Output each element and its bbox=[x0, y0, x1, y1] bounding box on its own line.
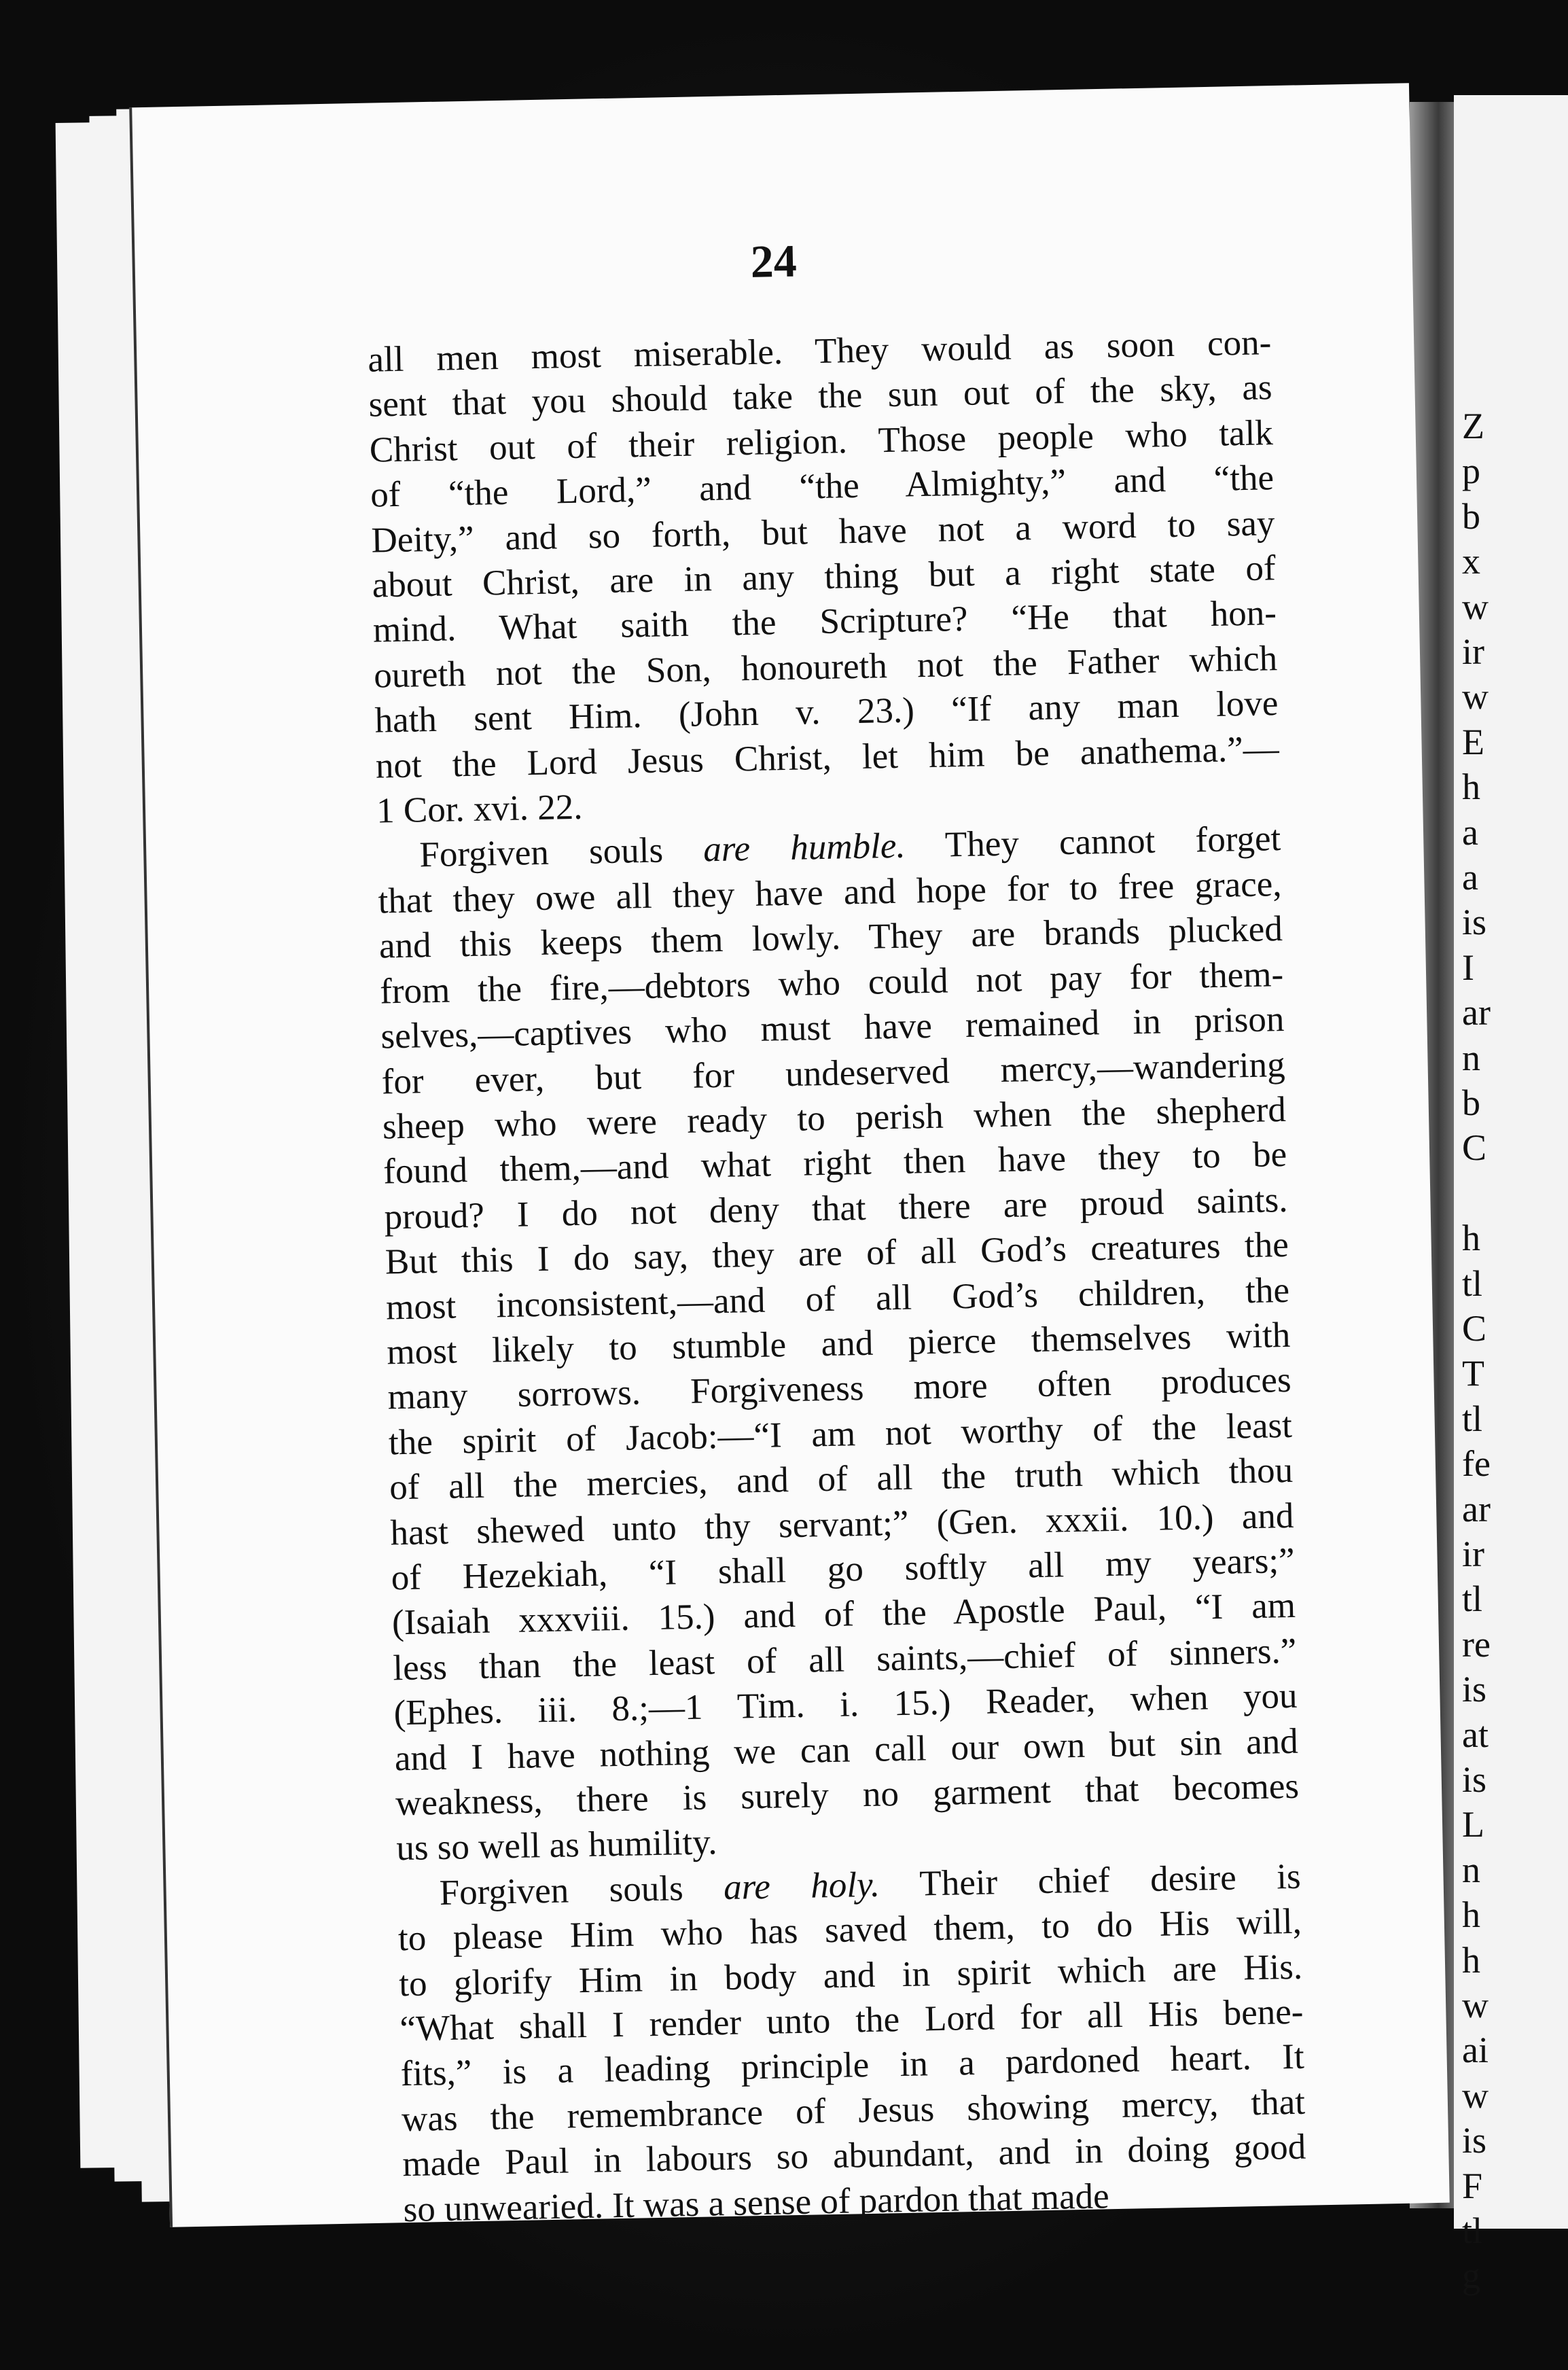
italic-text: are humble. bbox=[702, 826, 906, 870]
facing-page-char: C bbox=[1462, 1308, 1487, 1349]
text-run: But this I do say, they are of all God’s creatures the bbox=[385, 1225, 1289, 1282]
facing-page-char: re bbox=[1462, 1623, 1491, 1665]
text-run: hast shewed unto thy servant;” (Gen. xxxii. 10.) and bbox=[390, 1496, 1294, 1553]
text-run: the spirit of Jacob:—“I am not worthy of the least bbox=[388, 1405, 1293, 1463]
facing-page-char: I bbox=[1462, 947, 1474, 988]
text-run: not the Lord Jesus Christ, let him be anathema.”— bbox=[375, 728, 1280, 786]
text-run: for ever, but for undeserved mercy,—wandering bbox=[381, 1044, 1286, 1101]
facing-page-char: w bbox=[1462, 586, 1489, 627]
text-run: from the fire,—debtors who could not pay for them- bbox=[379, 954, 1284, 1012]
text-run: (Ephes. iii. 8.;—1 Tim. i. 15.) Reader, when you bbox=[393, 1676, 1298, 1733]
text-run: “What shall I render unto the Lord for all His bene- bbox=[399, 1992, 1304, 2049]
text-run: Forgiven souls bbox=[439, 1867, 724, 1913]
text-run: sheep who were ready to perish when the shepherd bbox=[382, 1089, 1287, 1147]
text-run: Forgiven souls bbox=[418, 830, 704, 875]
facing-page-char: is bbox=[1462, 1759, 1487, 1800]
text-run: and this keeps them lowly. They are brands plucked bbox=[378, 909, 1283, 966]
facing-page-char: tl bbox=[1462, 1578, 1483, 1620]
facing-page-char: ar bbox=[1462, 992, 1491, 1033]
facing-page-char: n bbox=[1462, 1037, 1480, 1078]
text-run: most inconsistent,—and of all God’s children, the bbox=[385, 1270, 1290, 1327]
text-run: of all the mercies, and of all the truth which thou bbox=[389, 1451, 1294, 1508]
facing-page-fragment bbox=[1454, 95, 1568, 2297]
facing-page-char: L bbox=[1462, 1804, 1484, 1845]
facing-page-char: is bbox=[1462, 2120, 1487, 2161]
facing-page-char: h bbox=[1462, 1894, 1480, 1936]
text-run: all men most miserable. They would as soon con- bbox=[367, 323, 1272, 380]
text-run: mind. What saith the Scripture? “He that hon- bbox=[372, 593, 1277, 651]
facing-page-char: Z bbox=[1462, 406, 1484, 446]
facing-page-char: a bbox=[1462, 857, 1478, 898]
facing-page-char: T bbox=[1462, 1353, 1484, 1394]
facing-page-char: tl bbox=[1462, 1398, 1483, 1439]
text-run: many sorrows. Forgiveness more often produces bbox=[387, 1360, 1292, 1417]
facing-page-char: tl bbox=[1462, 2210, 1483, 2251]
text-run: They cannot forget bbox=[905, 819, 1281, 866]
text-run: to please Him who has saved them, to do His will, bbox=[397, 1901, 1302, 1959]
text-run: of Hezekiah, “I shall go softly all my years;” bbox=[391, 1540, 1296, 1598]
text-run: 1 Cor. xvi. 22. bbox=[376, 787, 583, 831]
text-run: (Isaiah xxxviii. 15.) and of the Apostle Paul, “I am bbox=[391, 1586, 1296, 1643]
facing-page-char: b bbox=[1462, 1082, 1480, 1123]
text-run: fits,” is a leading principle in a pardoned heart. It bbox=[400, 2037, 1305, 2094]
text-run: weakness, there is surely no garment that becomes bbox=[395, 1766, 1300, 1824]
facing-page-char: h bbox=[1462, 1218, 1480, 1259]
book-page bbox=[129, 83, 1450, 2227]
facing-page-char: fe bbox=[1462, 1443, 1491, 1485]
text-run: selves,—captives who must have remained in prison bbox=[380, 1000, 1285, 1057]
facing-page-char: w bbox=[1462, 2074, 1489, 2116]
facing-page-char: n bbox=[1462, 1849, 1480, 1890]
facing-page-char: C bbox=[1462, 1127, 1487, 1169]
facing-page-char: is bbox=[1462, 902, 1487, 943]
facing-page-char: w bbox=[1462, 1985, 1489, 2026]
facing-page-char: at bbox=[1462, 1714, 1489, 1755]
text-run: sent that you should take the sun out of the sky, as bbox=[368, 368, 1273, 425]
text-run: us so well as humility. bbox=[395, 1822, 718, 1869]
text-run: about Christ, are in any thing but a right state of bbox=[372, 548, 1277, 605]
facing-page-char: ar bbox=[1462, 1488, 1491, 1529]
text-run: made Paul in labours so abundant, and in doing good bbox=[402, 2127, 1306, 2185]
text-run: hath sent Him. (John v. 23.) “If any man love bbox=[374, 684, 1279, 741]
text-run: Their chief desire is bbox=[879, 1856, 1302, 1905]
facing-page-char: ai bbox=[1462, 2030, 1489, 2071]
text-run: less than the least of all saints,—chief of sinners.” bbox=[392, 1631, 1297, 1688]
text-run: oureth not the Son, honoureth not the Father which bbox=[373, 638, 1278, 696]
facing-page-char: E bbox=[1462, 721, 1484, 762]
facing-page-char: b bbox=[1462, 495, 1480, 537]
body-text bbox=[368, 320, 1307, 2232]
facing-page-char: h bbox=[1462, 1939, 1480, 1981]
page-number: 24 bbox=[750, 234, 798, 287]
facing-page-char: F bbox=[1462, 2165, 1483, 2206]
facing-page-char: g bbox=[1462, 2255, 1480, 2297]
text-run: Christ out of their religion. Those people who talk bbox=[369, 412, 1274, 470]
facing-page-char: h bbox=[1462, 766, 1480, 808]
facing-page-char: a bbox=[1462, 811, 1478, 853]
italic-text: are holy. bbox=[723, 1864, 880, 1907]
text-run: Deity,” and so forth, but have not a word to say bbox=[370, 503, 1275, 561]
text-run: most likely to stumble and pierce themselves with bbox=[386, 1315, 1291, 1373]
text-run: found them,—and what right then have they to be bbox=[382, 1135, 1287, 1192]
facing-page-char: w bbox=[1462, 676, 1489, 718]
facing-page-char: p bbox=[1462, 450, 1480, 492]
text-run: was the remembrance of Jesus showing mercy, that bbox=[401, 2082, 1306, 2140]
text-run: and I have nothing we can call our own but sin and bbox=[394, 1721, 1299, 1778]
facing-page-char: tl bbox=[1462, 1262, 1483, 1304]
facing-page-char: ir bbox=[1462, 631, 1484, 672]
text-run: to glorify Him in body and in spirit which are His. bbox=[398, 1947, 1303, 2004]
facing-page-char: ir bbox=[1462, 1534, 1484, 1574]
text-run: of “the Lord,” and “the Almighty,” and “the bbox=[370, 458, 1275, 515]
text-run: proud? I do not deny that there are proud saints. bbox=[384, 1180, 1288, 1237]
text-run: so unwearied. It was a sense of pardon that made bbox=[403, 2176, 1110, 2229]
facing-page-char: x bbox=[1462, 541, 1480, 582]
facing-page-char: is bbox=[1462, 1669, 1487, 1710]
text-run: that they owe all they have and hope for to free grace, bbox=[378, 864, 1283, 921]
